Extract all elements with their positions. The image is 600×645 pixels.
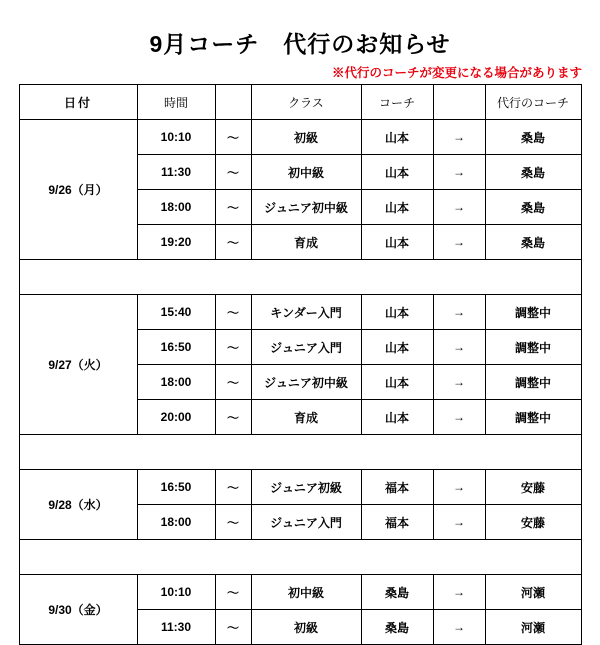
time-cell: 10:10 bbox=[137, 575, 215, 610]
schedule-table-body bbox=[19, 85, 581, 645]
class-cell: ジュニア初中級 bbox=[251, 190, 361, 225]
tilde-cell: 〜 bbox=[215, 610, 251, 645]
tilde-cell: 〜 bbox=[215, 365, 251, 400]
coach-cell: 山本 bbox=[361, 330, 433, 365]
coach-cell: 山本 bbox=[361, 225, 433, 260]
arrow-icon: → bbox=[433, 120, 485, 155]
time-cell: 18:00 bbox=[137, 190, 215, 225]
class-cell: 育成 bbox=[251, 400, 361, 435]
spacer-cell bbox=[19, 435, 581, 470]
group-spacer bbox=[19, 540, 581, 575]
coach-cell: 山本 bbox=[361, 190, 433, 225]
group-spacer bbox=[19, 260, 581, 295]
arrow-icon: → bbox=[433, 575, 485, 610]
coach-cell: 山本 bbox=[361, 295, 433, 330]
table-row bbox=[19, 120, 581, 155]
time-cell: 20:00 bbox=[137, 400, 215, 435]
time-cell: 19:20 bbox=[137, 225, 215, 260]
spacer-cell bbox=[19, 260, 581, 295]
tilde-cell: 〜 bbox=[215, 470, 251, 505]
time-cell: 16:50 bbox=[137, 330, 215, 365]
substitute-cell: 安藤 bbox=[485, 505, 581, 540]
header-arrow bbox=[433, 85, 485, 120]
substitute-cell: 桑島 bbox=[485, 155, 581, 190]
arrow-icon: → bbox=[433, 295, 485, 330]
tilde-cell: 〜 bbox=[215, 330, 251, 365]
class-cell: 初中級 bbox=[251, 155, 361, 190]
tilde-cell: 〜 bbox=[215, 295, 251, 330]
substitute-cell: 桑島 bbox=[485, 225, 581, 260]
header-time: 時間 bbox=[137, 85, 215, 120]
header-class: クラス bbox=[251, 85, 361, 120]
coach-cell: 山本 bbox=[361, 365, 433, 400]
date-cell: 9/30（金） bbox=[19, 575, 137, 645]
arrow-icon: → bbox=[433, 470, 485, 505]
time-cell: 10:10 bbox=[137, 120, 215, 155]
header-tilde bbox=[215, 85, 251, 120]
class-cell: ジュニア初級 bbox=[251, 470, 361, 505]
header-substitute: 代行のコーチ bbox=[485, 85, 581, 120]
coach-cell: 福本 bbox=[361, 505, 433, 540]
class-cell: キンダー入門 bbox=[251, 295, 361, 330]
substitute-cell: 河瀬 bbox=[485, 575, 581, 610]
tilde-cell: 〜 bbox=[215, 190, 251, 225]
table-row bbox=[19, 470, 581, 505]
class-cell: 育成 bbox=[251, 225, 361, 260]
class-cell: 初級 bbox=[251, 120, 361, 155]
date-cell: 9/27（火） bbox=[19, 295, 137, 435]
arrow-icon: → bbox=[433, 330, 485, 365]
coach-cell: 桑島 bbox=[361, 575, 433, 610]
coach-cell: 福本 bbox=[361, 470, 433, 505]
time-cell: 15:40 bbox=[137, 295, 215, 330]
page-title: 9月コーチ 代行のお知らせ bbox=[149, 31, 451, 57]
time-cell: 11:30 bbox=[137, 610, 215, 645]
spacer-cell bbox=[19, 540, 581, 575]
tilde-cell: 〜 bbox=[215, 505, 251, 540]
coach-cell: 山本 bbox=[361, 155, 433, 190]
time-cell: 18:00 bbox=[137, 365, 215, 400]
tilde-cell: 〜 bbox=[215, 120, 251, 155]
coach-cell: 山本 bbox=[361, 120, 433, 155]
arrow-icon: → bbox=[433, 155, 485, 190]
arrow-icon: → bbox=[433, 190, 485, 225]
substitute-cell: 桑島 bbox=[485, 120, 581, 155]
class-cell: 初中級 bbox=[251, 575, 361, 610]
date-cell: 9/28（水） bbox=[19, 470, 137, 540]
substitute-cell: 調整中 bbox=[485, 330, 581, 365]
time-cell: 11:30 bbox=[137, 155, 215, 190]
arrow-icon: → bbox=[433, 225, 485, 260]
class-cell: ジュニア入門 bbox=[251, 505, 361, 540]
substitute-cell: 調整中 bbox=[485, 365, 581, 400]
tilde-cell: 〜 bbox=[215, 225, 251, 260]
group-spacer bbox=[19, 435, 581, 470]
time-cell: 18:00 bbox=[137, 505, 215, 540]
table-header-row bbox=[19, 85, 581, 120]
date-cell: 9/26（月） bbox=[19, 120, 137, 260]
tilde-cell: 〜 bbox=[215, 575, 251, 610]
substitute-cell: 調整中 bbox=[485, 400, 581, 435]
arrow-icon: → bbox=[433, 610, 485, 645]
class-cell: ジュニア入門 bbox=[251, 330, 361, 365]
notice-text: ※代行のコーチが変更になる場合があります bbox=[331, 66, 582, 80]
substitute-cell: 調整中 bbox=[485, 295, 581, 330]
tilde-cell: 〜 bbox=[215, 400, 251, 435]
class-cell: 初級 bbox=[251, 610, 361, 645]
substitute-cell: 河瀬 bbox=[485, 610, 581, 645]
substitute-cell: 桑島 bbox=[485, 190, 581, 225]
arrow-icon: → bbox=[433, 365, 485, 400]
time-cell: 16:50 bbox=[137, 470, 215, 505]
substitute-cell: 安藤 bbox=[485, 470, 581, 505]
header-coach: コーチ bbox=[361, 85, 433, 120]
tilde-cell: 〜 bbox=[215, 155, 251, 190]
table-row bbox=[19, 575, 581, 610]
coach-cell: 山本 bbox=[361, 400, 433, 435]
table-row bbox=[19, 295, 581, 330]
schedule-table bbox=[19, 84, 582, 645]
header-date: 日付 bbox=[19, 85, 137, 120]
arrow-icon: → bbox=[433, 400, 485, 435]
coach-cell: 桑島 bbox=[361, 610, 433, 645]
arrow-icon: → bbox=[433, 505, 485, 540]
class-cell: ジュニア初中級 bbox=[251, 365, 361, 400]
